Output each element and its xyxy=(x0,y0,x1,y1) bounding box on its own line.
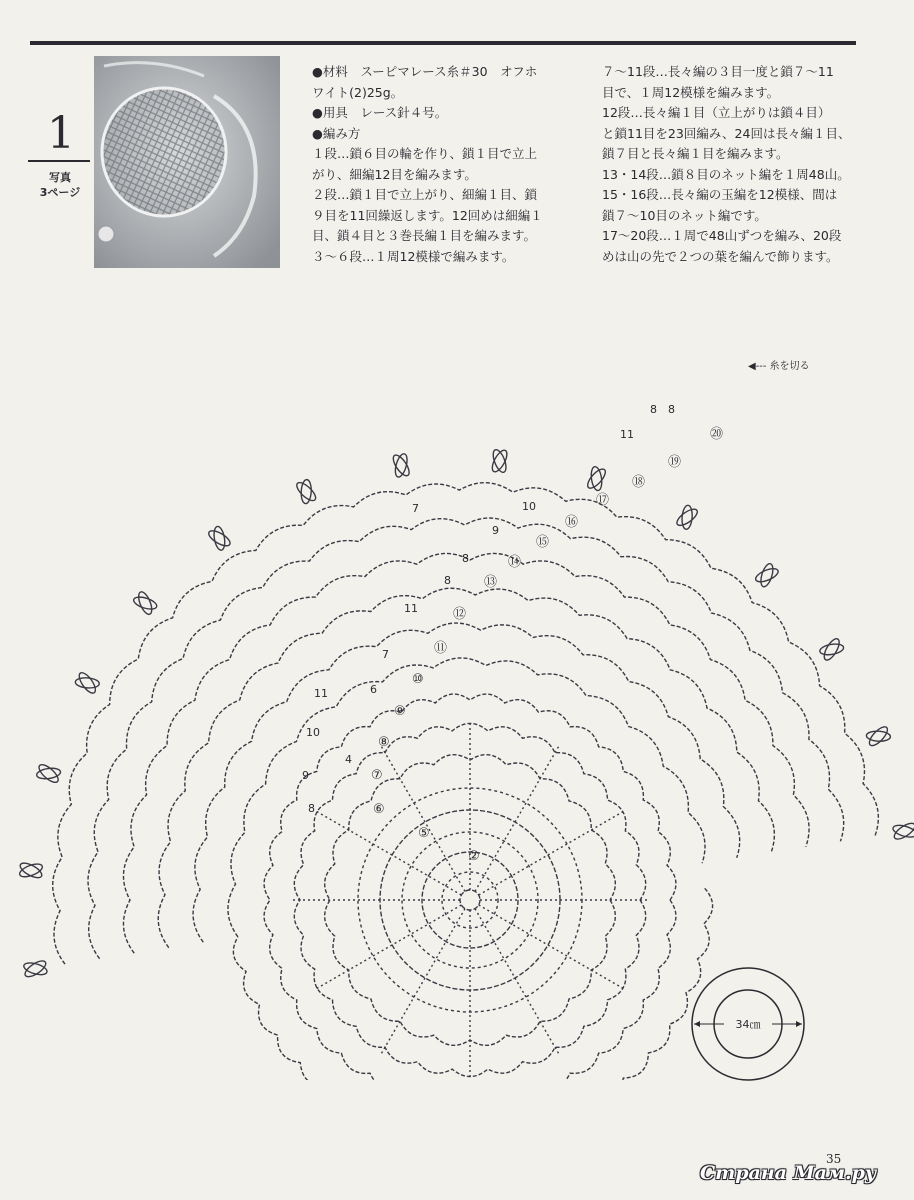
inner-round xyxy=(380,810,560,990)
instruction-line: と鎖11目を23回編み、24回は長々編１目、 xyxy=(602,125,851,141)
row-label: ⑰ xyxy=(596,493,610,508)
leaf-motif xyxy=(132,595,158,612)
instruction-line: ７～11段…長々編の３目一度と鎖７～11 xyxy=(602,64,834,79)
instruction-line: 17～20段…１周で48山ずつを編み、20段 xyxy=(602,228,842,243)
stitch-spoke xyxy=(380,744,465,891)
net-round xyxy=(228,658,705,937)
instruction-line: １段…鎖６目の輪を作り、鎖１目で立上 xyxy=(312,146,538,161)
row-label: ⑩ xyxy=(412,672,424,687)
row-label: ⑭ xyxy=(508,555,522,570)
leaf-motif xyxy=(489,448,509,474)
leaf-motif xyxy=(754,566,780,584)
leaf-motif xyxy=(36,762,61,785)
net-round xyxy=(123,553,809,953)
chain-count: 8 xyxy=(650,403,657,416)
chain-count: 8 xyxy=(668,403,675,416)
leaf-motif xyxy=(75,677,100,689)
photo-ref-line1: 写真 xyxy=(49,171,71,184)
size-label: 34㎝ xyxy=(735,1018,761,1031)
row-label: ⑦ xyxy=(371,768,383,783)
leaf-motif xyxy=(867,724,891,748)
instruction-line: 12段…長々編１目（立上がりは鎖４目） xyxy=(602,105,831,120)
instruction-line: ●材料 スーピマレース糸＃30 オフホ xyxy=(312,64,538,79)
row-label: ⑳ xyxy=(710,427,724,442)
row-label: ⑲ xyxy=(668,455,682,470)
page-number: 35 xyxy=(826,1152,842,1166)
leaf-motif xyxy=(759,562,776,588)
chain-count: 4 xyxy=(345,753,352,766)
leaf-motif xyxy=(819,642,844,656)
row-label: ⑱ xyxy=(632,475,646,490)
leaf-motif xyxy=(821,637,842,663)
stitch-spoke xyxy=(479,810,626,895)
row-label: ⑯ xyxy=(565,515,579,530)
chain-count: 8 xyxy=(308,802,315,815)
net-round xyxy=(264,694,676,1080)
instruction-line: 鎖７～10目のネット編です。 xyxy=(602,207,767,223)
instruction-line: ９目を11回繰返します。12回めは細編１ xyxy=(312,207,543,223)
instructions-left xyxy=(312,62,594,267)
net-round xyxy=(294,723,645,1076)
instruction-line: 鎖７目と長々編１目を編みます。 xyxy=(602,146,789,161)
instruction-line: ●用具 レース針４号。 xyxy=(312,105,448,120)
chain-count: 8 xyxy=(444,574,451,587)
row-label: ⑫ xyxy=(453,607,467,622)
instruction-line: ワイト(2)25g。 xyxy=(312,84,404,100)
instruction-line: ２段…鎖１目で立上がり、細編１目、鎖 xyxy=(312,187,538,202)
instruction-line: めは山の先で２つの葉を編んで飾ります。 xyxy=(602,248,839,264)
row-label: ⑮ xyxy=(536,535,550,550)
inner-round xyxy=(358,788,582,1012)
doily-photo xyxy=(94,56,280,268)
size-circle-diagram xyxy=(666,966,830,1086)
crochet-chart xyxy=(0,300,914,1080)
net-round xyxy=(233,888,712,1080)
row-label: ⑨ xyxy=(394,704,406,719)
row-label: ② xyxy=(468,849,480,864)
photo-reference xyxy=(30,170,90,200)
stitch-spoke xyxy=(380,909,465,1056)
chain-count: 11 xyxy=(620,428,634,441)
stitch-spoke xyxy=(475,909,560,1056)
net-round xyxy=(193,623,740,942)
leaf-motif xyxy=(76,670,98,695)
chain-count: 10 xyxy=(306,726,320,739)
leaf-motif xyxy=(212,526,226,551)
chain-count: 11 xyxy=(404,602,418,615)
leaf-motif xyxy=(294,480,318,504)
row-label: ⑬ xyxy=(484,575,498,590)
stitch-spoke xyxy=(314,905,461,990)
chain-count: 7 xyxy=(412,502,419,515)
leaf-motif xyxy=(585,466,608,491)
chain-count: 9 xyxy=(492,524,499,537)
instruction-line: 13・14段…鎖８目のネット編を１周48山。 xyxy=(602,166,850,182)
leaf-motif xyxy=(207,528,233,549)
cut-yarn-label: 糸を切る xyxy=(769,361,810,372)
stitch-spoke xyxy=(479,905,626,990)
instructions-right xyxy=(602,62,864,267)
leaf-motif xyxy=(674,506,699,528)
row-label: ⑧ xyxy=(378,735,390,750)
chain-count: 9 xyxy=(302,769,309,782)
leaf-motif xyxy=(393,452,409,478)
doily-photo-image xyxy=(94,56,280,268)
instruction-line: ３～６段…１周12模様で編みます。 xyxy=(312,248,515,264)
crochet-chart-diagram xyxy=(0,300,914,1080)
leaf-motif xyxy=(18,860,44,880)
instruction-line: がり、細編12目を編みます。 xyxy=(312,166,477,182)
pattern-number-rule xyxy=(28,160,90,162)
row-label: ⑤ xyxy=(418,826,430,841)
stitch-spoke xyxy=(475,744,560,891)
leaf-motif xyxy=(23,958,48,980)
inner-round xyxy=(422,852,518,948)
row-label: ⑪ xyxy=(434,641,448,656)
chain-count: 10 xyxy=(522,500,536,513)
net-round xyxy=(158,588,774,947)
chain-count: 8 xyxy=(462,552,469,565)
site-watermark: Страна Мам.ру xyxy=(700,1162,877,1184)
stitch-spoke xyxy=(314,810,461,895)
leaf-motif xyxy=(22,961,48,977)
instruction-line: ●編み方 xyxy=(312,125,361,141)
instruction-line: 目、鎖４目と３巻長編１目を編みます。 xyxy=(312,228,537,243)
top-rule xyxy=(30,41,856,45)
size-diagram xyxy=(666,966,830,1086)
photo-ref-line2: 3ページ xyxy=(39,186,81,199)
inner-round xyxy=(460,890,480,910)
pattern-number: 1 xyxy=(47,108,75,159)
instruction-line: 目で、１周12模様を編みます。 xyxy=(602,84,780,100)
chain-count: 11 xyxy=(314,687,328,700)
inner-round xyxy=(442,872,498,928)
chain-count: 7 xyxy=(382,648,389,661)
leaf-motif xyxy=(136,590,154,616)
leaf-motif xyxy=(892,823,914,839)
leaf-motif xyxy=(390,453,412,478)
instruction-line: 15・16段…長々編の玉編を12模様、間は xyxy=(602,187,838,202)
row-label: ⑥ xyxy=(373,802,385,817)
arrow-left-icon: ◀--- xyxy=(748,361,767,372)
leaf-motif xyxy=(681,505,693,530)
chain-count: 6 xyxy=(370,683,377,696)
